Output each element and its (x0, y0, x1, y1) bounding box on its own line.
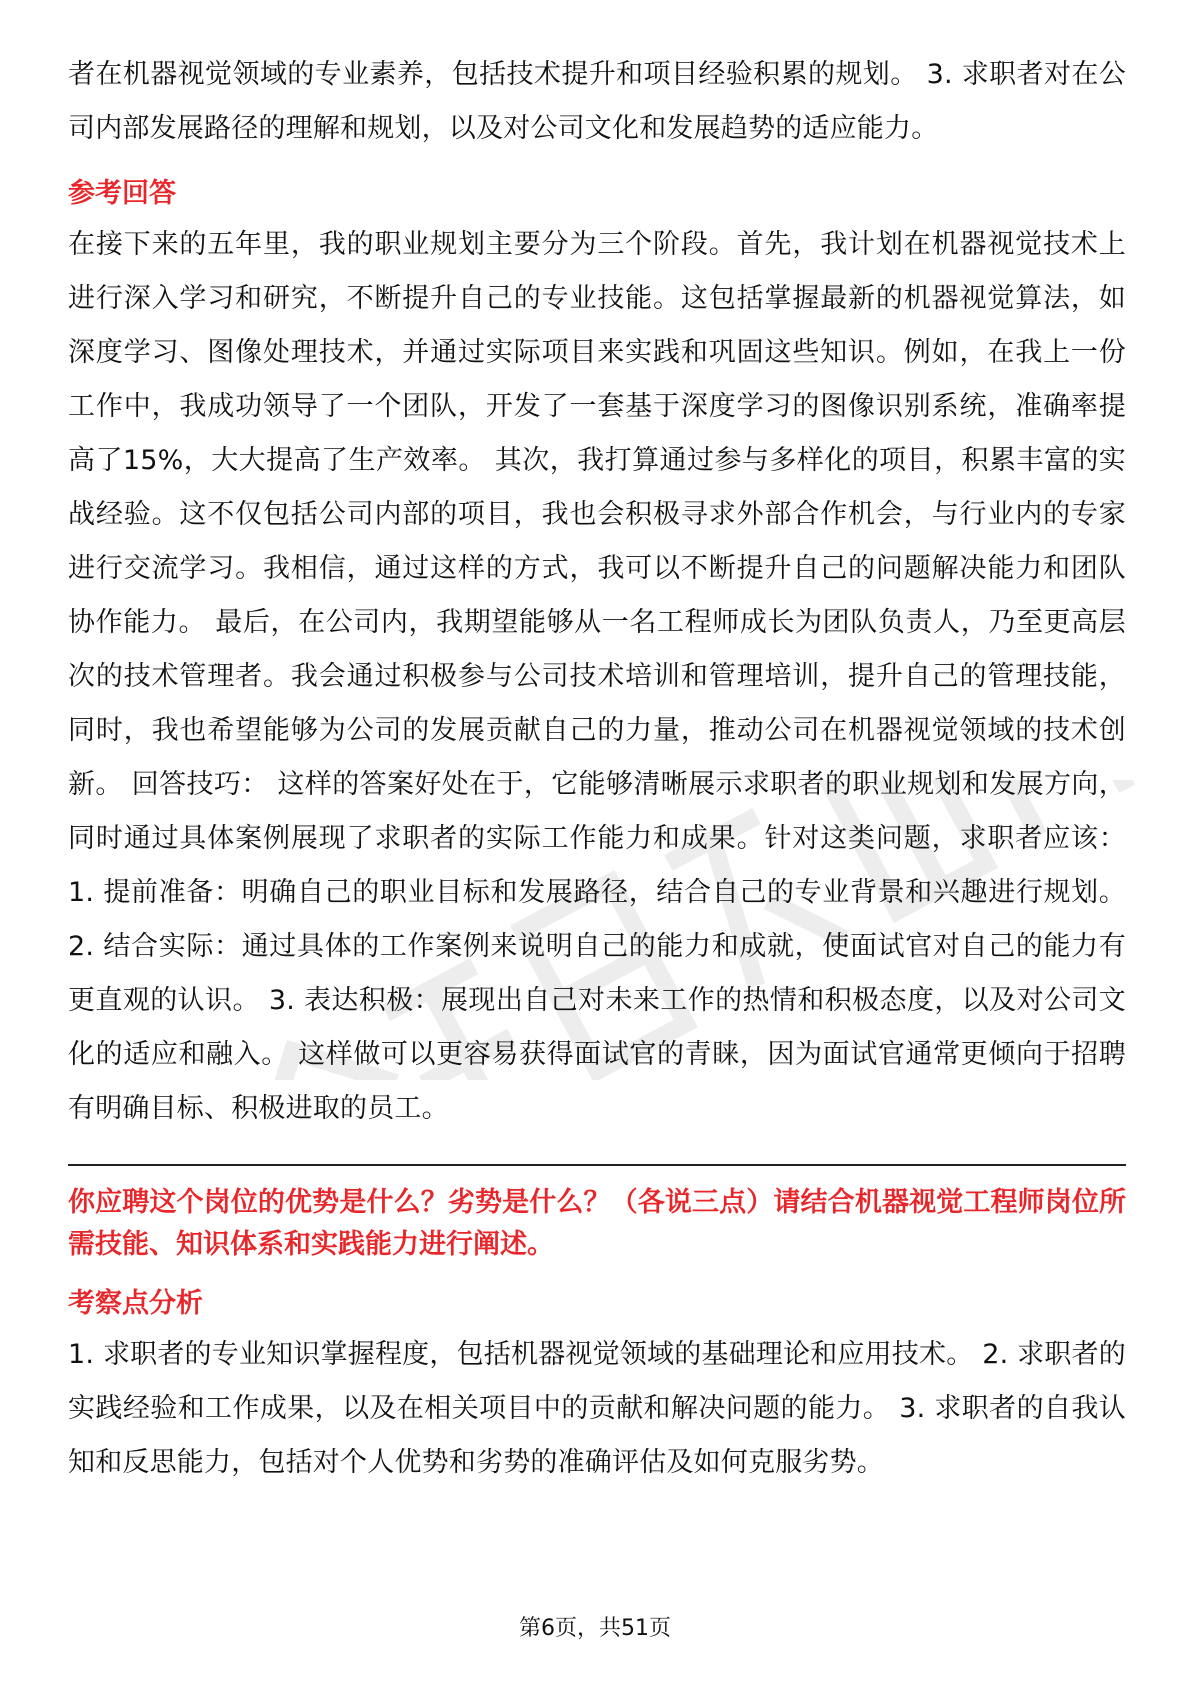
section-divider (68, 1164, 1126, 1166)
analysis-heading: 考察点分析 (68, 1288, 203, 1319)
question-title: 你应聘这个岗位的优势是什么？劣势是什么？（各说三点）请结合机器视觉工程师岗位所需技能、知识体系和实践能力进行阐述。 (68, 1187, 1126, 1260)
analysis-paragraph: 1. 求职者的专业知识掌握程度，包括机器视觉领域的基础理论和应用技术。 2. 求职者的实践经验和工作成果，以及在相关项目中的贡献和解决问题的能力。 3. 求职者的自我认知和反思能力，包括对个人优势和劣势的准确评估及如何克服劣势。 (68, 1339, 1126, 1478)
intro-paragraph: 者在机器视觉领域的专业素养，包括技术提升和项目经验积累的规划。 3. 求职者对在公司内部发展路径的理解和规划，以及对公司文化和发展趋势的适应能力。 (68, 59, 1126, 144)
document-page (68, 48, 1126, 1490)
page-number-footer: 第6页，共51页 (519, 1616, 671, 1641)
answer-heading: 参考回答 (68, 178, 176, 209)
answer-paragraph: 在接下来的五年里，我的职业规划主要分为三个阶段。首先，我计划在机器视觉技术上进行深入学习和研究，不断提升自己的专业技能。这包括掌握最新的机器视觉算法，如深度学习、图像处理技术，并通过实际项目来实践和巩固这些知识。例如，在我上一份工作中，我成功领导了一个团队，开发了一套基于深度学习的图像识别系统，准确率提高了15%，大大提高了生产效率。 其次，我打算通过参与多样化的项目，积累丰富的实战经验。这不仅包括公司内部的项目，我也会积极寻求外部合作机会，与行业内的专家进行交流学习。我相信，通过这样的方式，我可以不断提升自己的问题解决能力和团队协作能力。 最后，在公司内，我期望能够从一名工程师成长为团队负责人，乃至更高层次的技术管理者。我会通过积极参与公司技术培训和管理培训，提升自己的管理技能，同时，我也希望能够为公司的发展贡献自己的力量，推动公司在机器视觉领域的技术创新。 回答技巧： 这样的答案好处在于，它能够清晰展示求职者的职业规划和发展方向，同时通过具体案例展现了求职者的实际工作能力和成果。针对这类问题，求职者应该： 1. 提前准备：明确自己的职业目标和发展路径，结合自己的专业背景和兴趣进行规划。 2. 结合实际：通过具体的工作案例来说明自己的能力和成就，使面试官对自己的能力有更直观的认识。 3. 表达积极：展现出自己对未来工作的热情和积极态度，以及对公司文化的适应和融入。 这样做可以更容易获得面试官的青睐，因为面试官通常更倾向于招聘有明确目标、积极进取的员工。 (68, 229, 1126, 1124)
